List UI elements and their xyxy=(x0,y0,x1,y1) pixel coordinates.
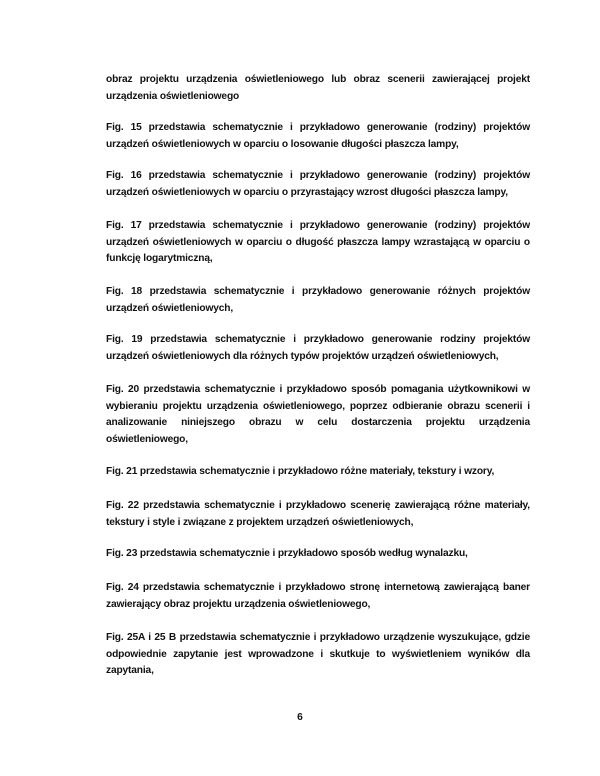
paragraph-fig25: Fig. 25A i 25 B przedstawia schematycznie i przykładowo urządzenie wyszukujące, gdzie odpowiednie zapytanie jest wprowadzone i skutkuje to wyświetleniem wyników dla zapytania, xyxy=(106,632,530,677)
paragraph-fig20: Fig. 20 przedstawia schematycznie i przykładowo sposób pomagania użytkownikowi w wybieraniu projektu urządzenia oświetleniowego, poprzez odbieranie obrazu scenerii i analizowanie niniejszego obrazu w celu dostarczenia projektu urządzenia oświetleniowego, xyxy=(106,384,530,445)
paragraph-fig19: Fig. 19 przedstawia schematycznie i przykładowo generowanie rodziny projektów urządzeń oświetleniowych dla różnych typów projektów urządzeń oświetleniowych, xyxy=(106,334,530,362)
paragraph-fig21: Fig. 21 przedstawia schematycznie i przykładowo różne materiały, tekstury i wzory, xyxy=(106,466,495,477)
paragraph-fig18: Fig. 18 przedstawia schematycznie i przykładowo generowanie różnych projektów urządzeń oświetleniowych, xyxy=(106,286,530,314)
paragraph-fig24: Fig. 24 przedstawia schematycznie i przykładowo stronę internetową zawierającą baner zawierający obraz projektu urządzenia oświetleniowego, xyxy=(106,582,530,610)
paragraph-fig16: Fig. 16 przedstawia schematycznie i przykładowo generowanie (rodziny) projektów urządzeń oświetleniowych w oparciu o przyrastający wzrost długości płaszcza lampy, xyxy=(106,170,530,198)
page-number: 6 xyxy=(297,712,303,723)
paragraph-fig15: Fig. 15 przedstawia schematycznie i przykładowo generowanie (rodziny) projektów urządzeń oświetleniowych w oparciu o losowanie długości płaszcza lampy, xyxy=(106,122,530,150)
paragraph-fig17: Fig. 17 przedstawia schematycznie i przykładowo generowanie (rodziny) projektów urządzeń oświetleniowych w oparciu o długość płaszcza lampy wzrastającą w oparciu o funkcję logarytmiczną, xyxy=(106,220,530,265)
paragraph-intro: obraz projektu urządzenia oświetleniowego lub obraz scenerii zawierającej projekt urządzenia oświetleniowego xyxy=(106,74,530,102)
paragraph-fig22: Fig. 22 przedstawia schematycznie i przykładowo scenerię zawierającą różne materiały, tekstury i style i związane z projektem urządzeń oświetleniowych, xyxy=(106,500,530,528)
paragraph-fig23: Fig. 23 przedstawia schematycznie i przykładowo sposób według wynalazku, xyxy=(106,548,468,559)
